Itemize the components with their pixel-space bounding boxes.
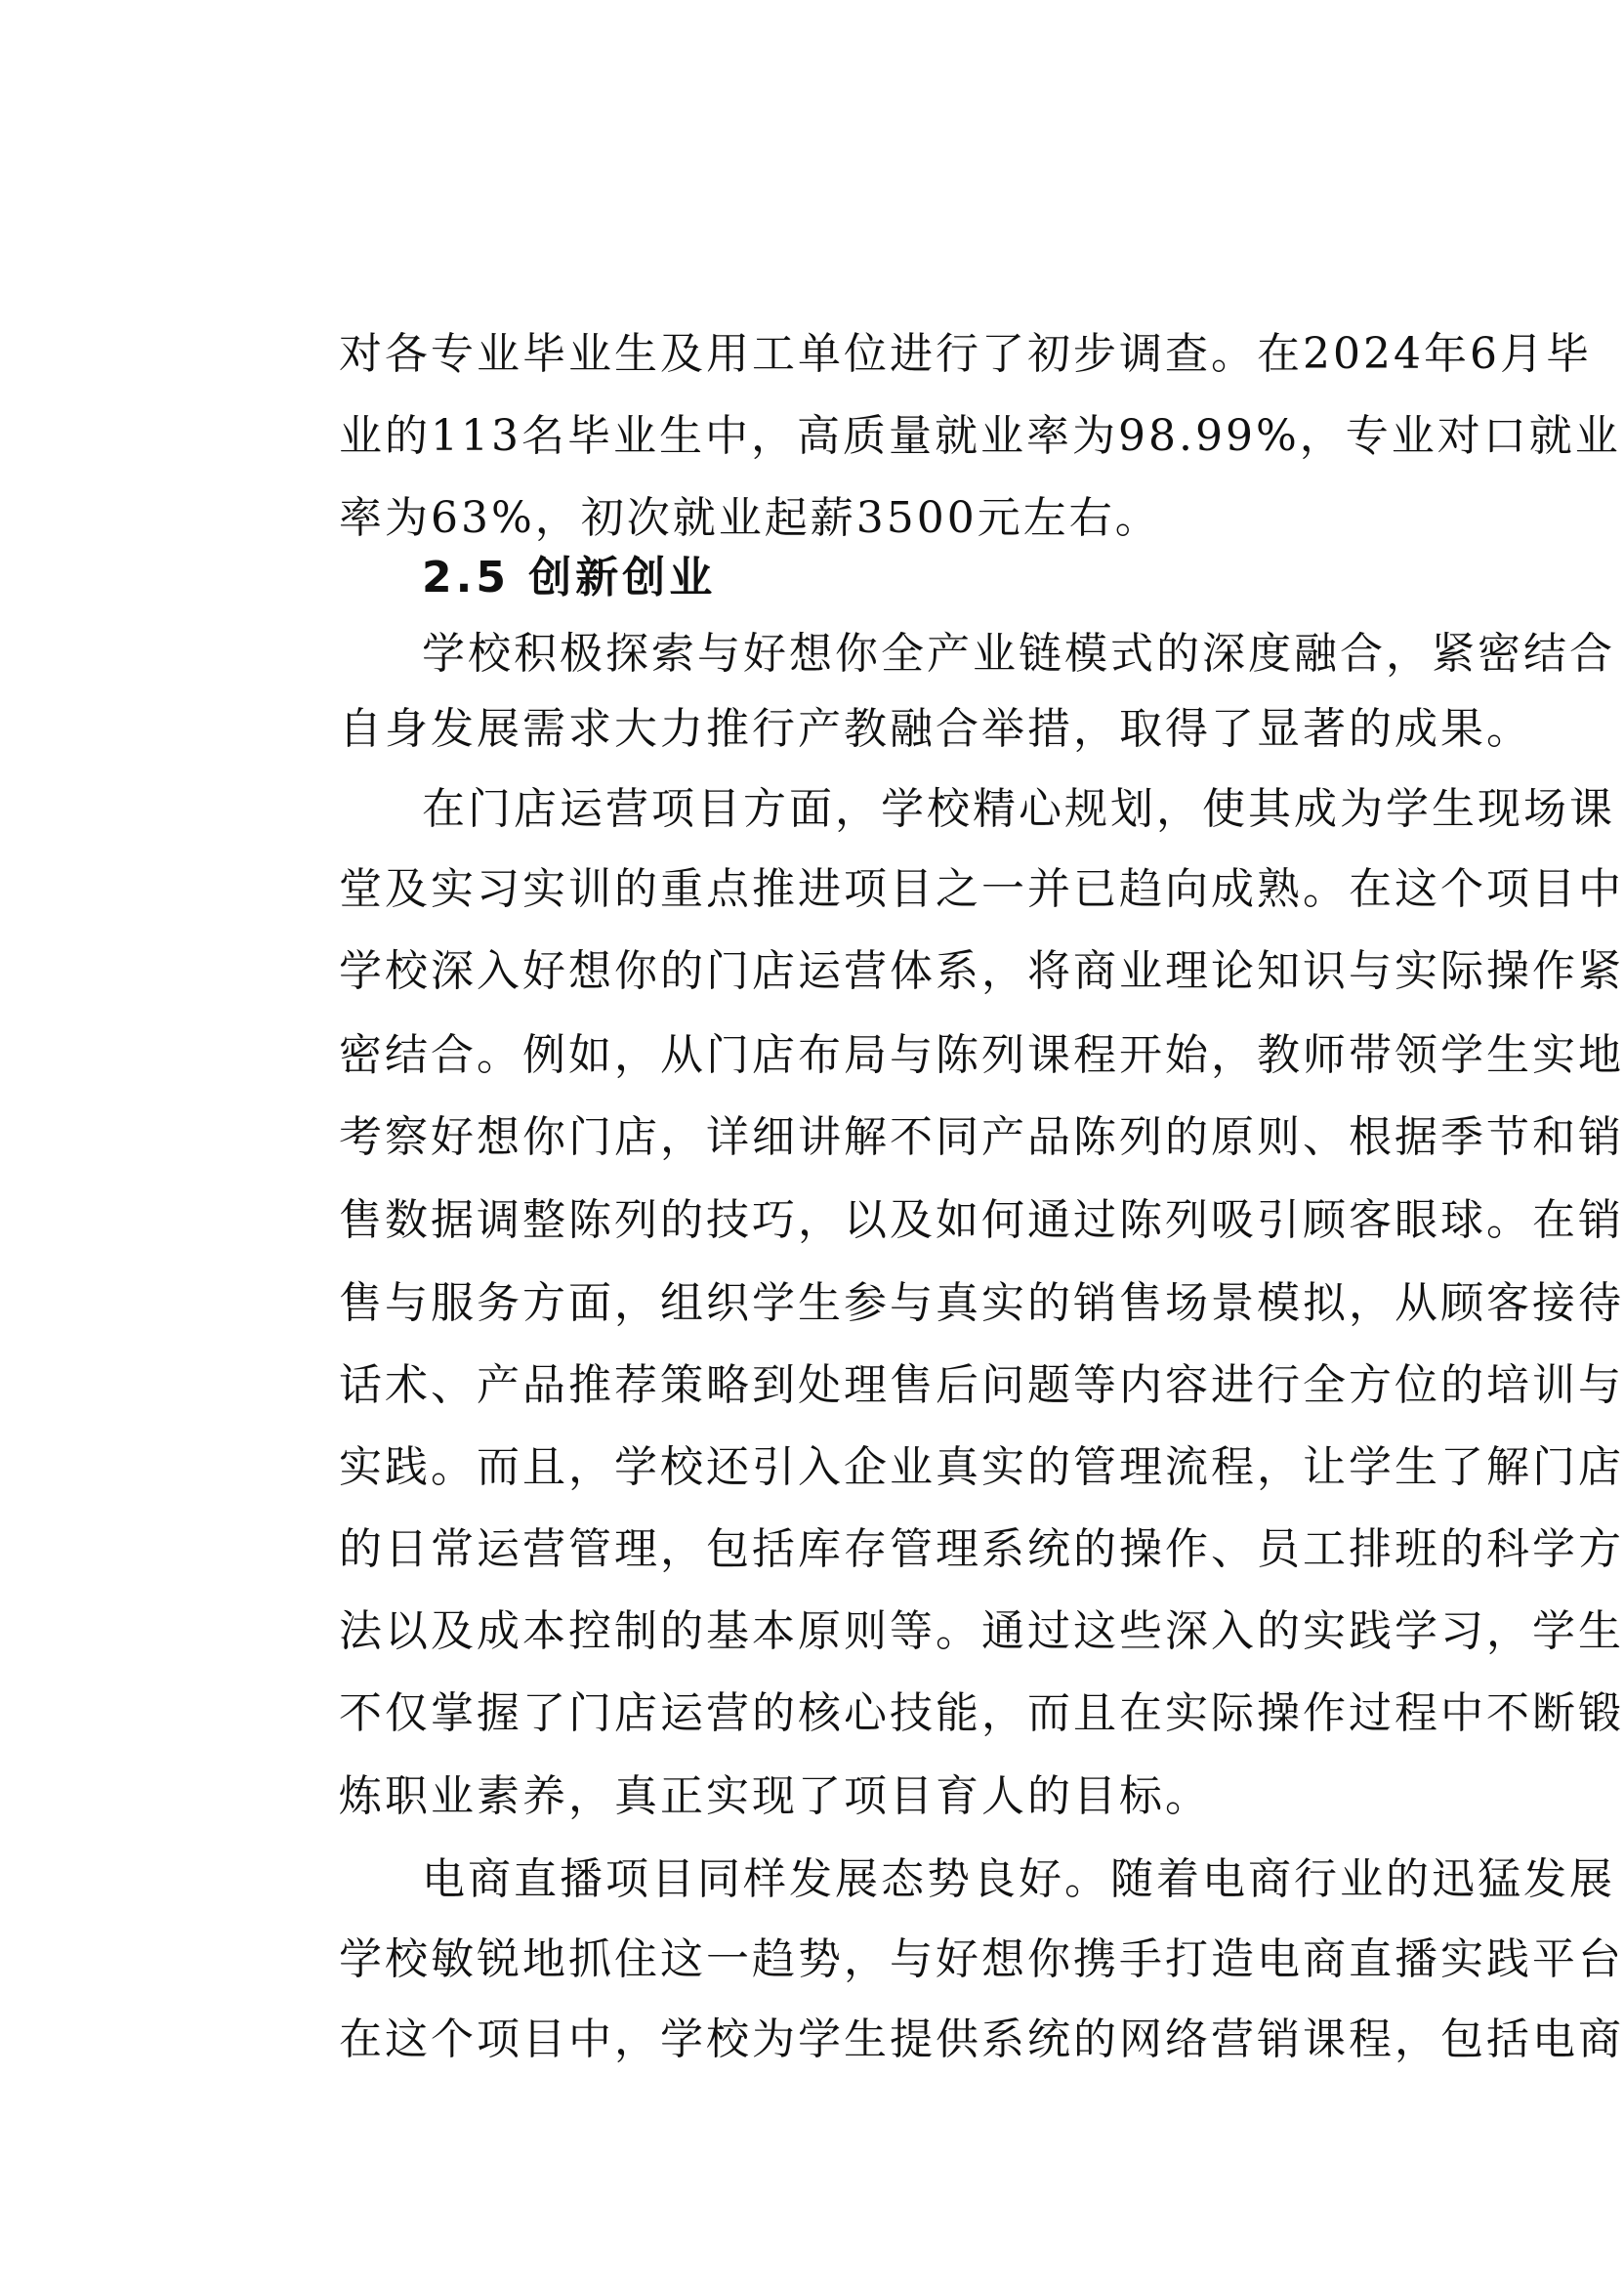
text-line: 不仅掌握了门店运营的核心技能，而且在实际操作过程中不断锻 xyxy=(339,1688,1624,1738)
text-line: 考察好想你门店，详细讲解不同产品陈列的原则、根据季节和销 xyxy=(339,1112,1624,1162)
text-line: 在这个项目中，学校为学生提供系统的网络营销课程，包括电商 xyxy=(339,2014,1624,2064)
text-line: 法以及成本控制的基本原则等。通过这些深入的实践学习，学生 xyxy=(339,1606,1624,1656)
text-line: 学校敏锐地抓住这一趋势，与好想你携手打造电商直播实践平台 xyxy=(339,1934,1624,1984)
paragraph-first-line: 在门店运营项目方面，学校精心规划，使其成为学生现场课 xyxy=(422,784,1615,834)
text-line: 实践。而且，学校还引入企业真实的管理流程，让学生了解门店 xyxy=(339,1442,1624,1492)
text-line: 售与服务方面，组织学生参与真实的销售场景模拟，从顾客接待 xyxy=(339,1278,1624,1328)
text-line: 自身发展需求大力推行产教融合举措，取得了显著的成果。 xyxy=(339,704,1532,754)
text-line: 业的113名毕业生中，高质量就业率为98.99%，专业对口就业 xyxy=(339,411,1621,461)
text-line: 售数据调整陈列的技巧，以及如何通过陈列吸引顾客眼球。在销 xyxy=(339,1195,1624,1245)
text-line: 的日常运营管理，包括库存管理系统的操作、员工排班的科学方 xyxy=(339,1524,1624,1574)
text-line: 密结合。例如，从门店布局与陈列课程开始，教师带领学生实地 xyxy=(339,1030,1624,1080)
text-line: 话术、产品推荐策略到处理售后问题等内容进行全方位的培训与 xyxy=(339,1360,1624,1410)
text-line: 堂及实习实训的重点推进项目之一并已趋向成熟。在这个项目中 xyxy=(339,864,1624,914)
text-line: 对各专业毕业生及用工单位进行了初步调查。在2024年6月毕 xyxy=(339,329,1592,379)
text-line: 率为63%，初次就业起薪3500元左右。 xyxy=(339,493,1161,543)
paragraph-first-line: 学校积极探索与好想你全产业链模式的深度融合，紧密结合 xyxy=(422,629,1615,679)
text-line: 学校深入好想你的门店运营体系，将商业理论知识与实际操作紧 xyxy=(339,946,1624,996)
text-line: 炼职业素养，真正实现了项目育人的目标。 xyxy=(339,1771,1211,1821)
section-heading: 2.5 创新创业 xyxy=(422,553,717,602)
paragraph-first-line: 电商直播项目同样发展态势良好。随着电商行业的迅猛发展 xyxy=(422,1854,1615,1904)
